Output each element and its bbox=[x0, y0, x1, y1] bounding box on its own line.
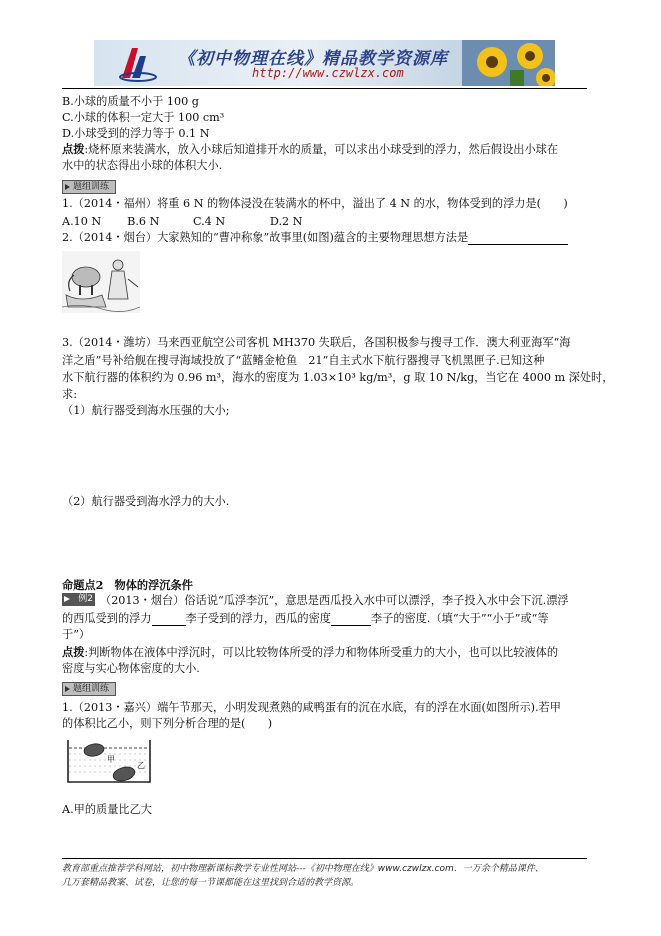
eggs-in-water-figure bbox=[66, 738, 152, 784]
question-4-line-2: 的体积比乙小，则下列分析合理的是( ) bbox=[62, 717, 273, 730]
tip-1 bbox=[62, 142, 558, 157]
footer-line-1: 教育部重点推荐学科网站，初中物理新课标教学专业性网站---《初中物理在线》www.czwlzx.com．一万余个精品课件、 bbox=[62, 864, 544, 874]
question-1-options: A.10 N B.6 N C.4 N D.2 N bbox=[62, 215, 303, 228]
question-2-text: 2.（2014・烟台）大家熟知的“曹冲称象”故事里(如图)蕴含的主要物理思想方法是 bbox=[62, 231, 469, 244]
tip-2-cont: 密度与实心物体密度的大小. bbox=[62, 662, 200, 675]
footer-rule bbox=[62, 858, 587, 859]
question-1: 1.（2014・福州）将重 6 N 的物体浸没在装满水的杯中，溢出了 4 N 的水，物体受到的浮力是( ) bbox=[62, 197, 568, 210]
question-3-line-4: 求: bbox=[62, 388, 77, 401]
sunflower-icon bbox=[462, 40, 555, 86]
example-2-text-b: 李子受到的浮力，西瓜的密度 bbox=[185, 612, 331, 625]
question-4-option-a: A.甲的质量比乙大 bbox=[62, 803, 152, 816]
tip-label: 点拨 bbox=[62, 645, 85, 659]
tip-1-cont: 水中的状态得出小球的体积大小. bbox=[62, 159, 223, 172]
footer-line-2: 几万套精品教案、试卷，让您的每一节课都能在这里找到合适的教学资源。 bbox=[62, 878, 360, 888]
tip-2 bbox=[62, 645, 558, 660]
tip-label: 点拨 bbox=[62, 142, 85, 156]
example-2-text-a: 的西瓜受到的浮力 bbox=[62, 612, 152, 625]
header-url[interactable]: http://www.czwlzx.com bbox=[252, 66, 404, 80]
training-label: 题组训练 bbox=[62, 180, 116, 194]
cao-chong-elephant-figure bbox=[62, 251, 140, 313]
option-b: B.小球的质量不小于 100 g bbox=[62, 95, 199, 108]
example-2-line-2 bbox=[62, 611, 549, 626]
example-2-line-1: （2013・烟台）俗话说“瓜浮李沉”，意思是西瓜投入水中可以漂浮，李子投入水中会下沉.漂浮 bbox=[100, 594, 569, 607]
header-title: 《初中物理在线》精品教学资源库 bbox=[178, 49, 448, 69]
answer-blank[interactable] bbox=[331, 614, 371, 626]
example-2-line-3: 于”） bbox=[62, 628, 91, 641]
question-2 bbox=[62, 230, 568, 245]
question-3-sub-1: （1）航行器受到海水压强的大小; bbox=[62, 404, 230, 417]
tip-text: :判断物体在液体中浮沉时，可以比较物体所受的浮力和物体所受重力的大小，也可以比较液体的 bbox=[84, 646, 559, 659]
example-label: 例2 bbox=[62, 593, 95, 606]
answer-blank[interactable] bbox=[152, 614, 186, 626]
egg-yi-label: 乙 bbox=[137, 761, 145, 770]
option-c: C.小球的体积一定大于 100 cm³ bbox=[62, 111, 225, 124]
header-banner bbox=[94, 40, 555, 86]
header-rule bbox=[62, 88, 587, 89]
training-label: 题组训练 bbox=[62, 682, 116, 696]
answer-blank[interactable] bbox=[468, 233, 568, 245]
site-logo-icon bbox=[118, 44, 158, 82]
option-d: D.小球受到的浮力等于 0.1 N bbox=[62, 127, 210, 140]
egg-jia-label: 甲 bbox=[107, 755, 115, 764]
question-3-line-1: 3.（2014・潍坊）马来西亚航空公司客机 MH370 失联后，各国积极参与搜寻工作．澳大利亚海军“海 bbox=[62, 336, 571, 349]
question-3-line-2: 洋之盾”号补给舰在搜寻海域投放了“蓝鳍金枪鱼 21”自主式水下航行器搜寻飞机黑匣子.已知这种 bbox=[62, 354, 545, 367]
example-2-text-c: 李子的密度.（填“大于”“小于”或“等 bbox=[370, 612, 549, 625]
tip-text: :烧杯原来装满水，放入小球后知道排开水的质量，可以求出小球受到的浮力，然后假设出小球在 bbox=[84, 143, 559, 156]
question-4-line-1: 1.（2013・嘉兴）端午节那天，小明发现煮熟的咸鸭蛋有的沉在水底，有的浮在水面(如图所示).若甲 bbox=[62, 701, 561, 714]
question-3-line-3: 水下航行器的体积约为 0.96 m³，海水的密度为 1.03×10³ kg/m³，g 取 10 N/kg，当它在 4000 m 深处时， bbox=[62, 371, 614, 384]
question-3-sub-2: （2）航行器受到海水浮力的大小. bbox=[62, 495, 230, 508]
section-title: 命题点2 物体的浮沉条件 bbox=[62, 578, 193, 592]
